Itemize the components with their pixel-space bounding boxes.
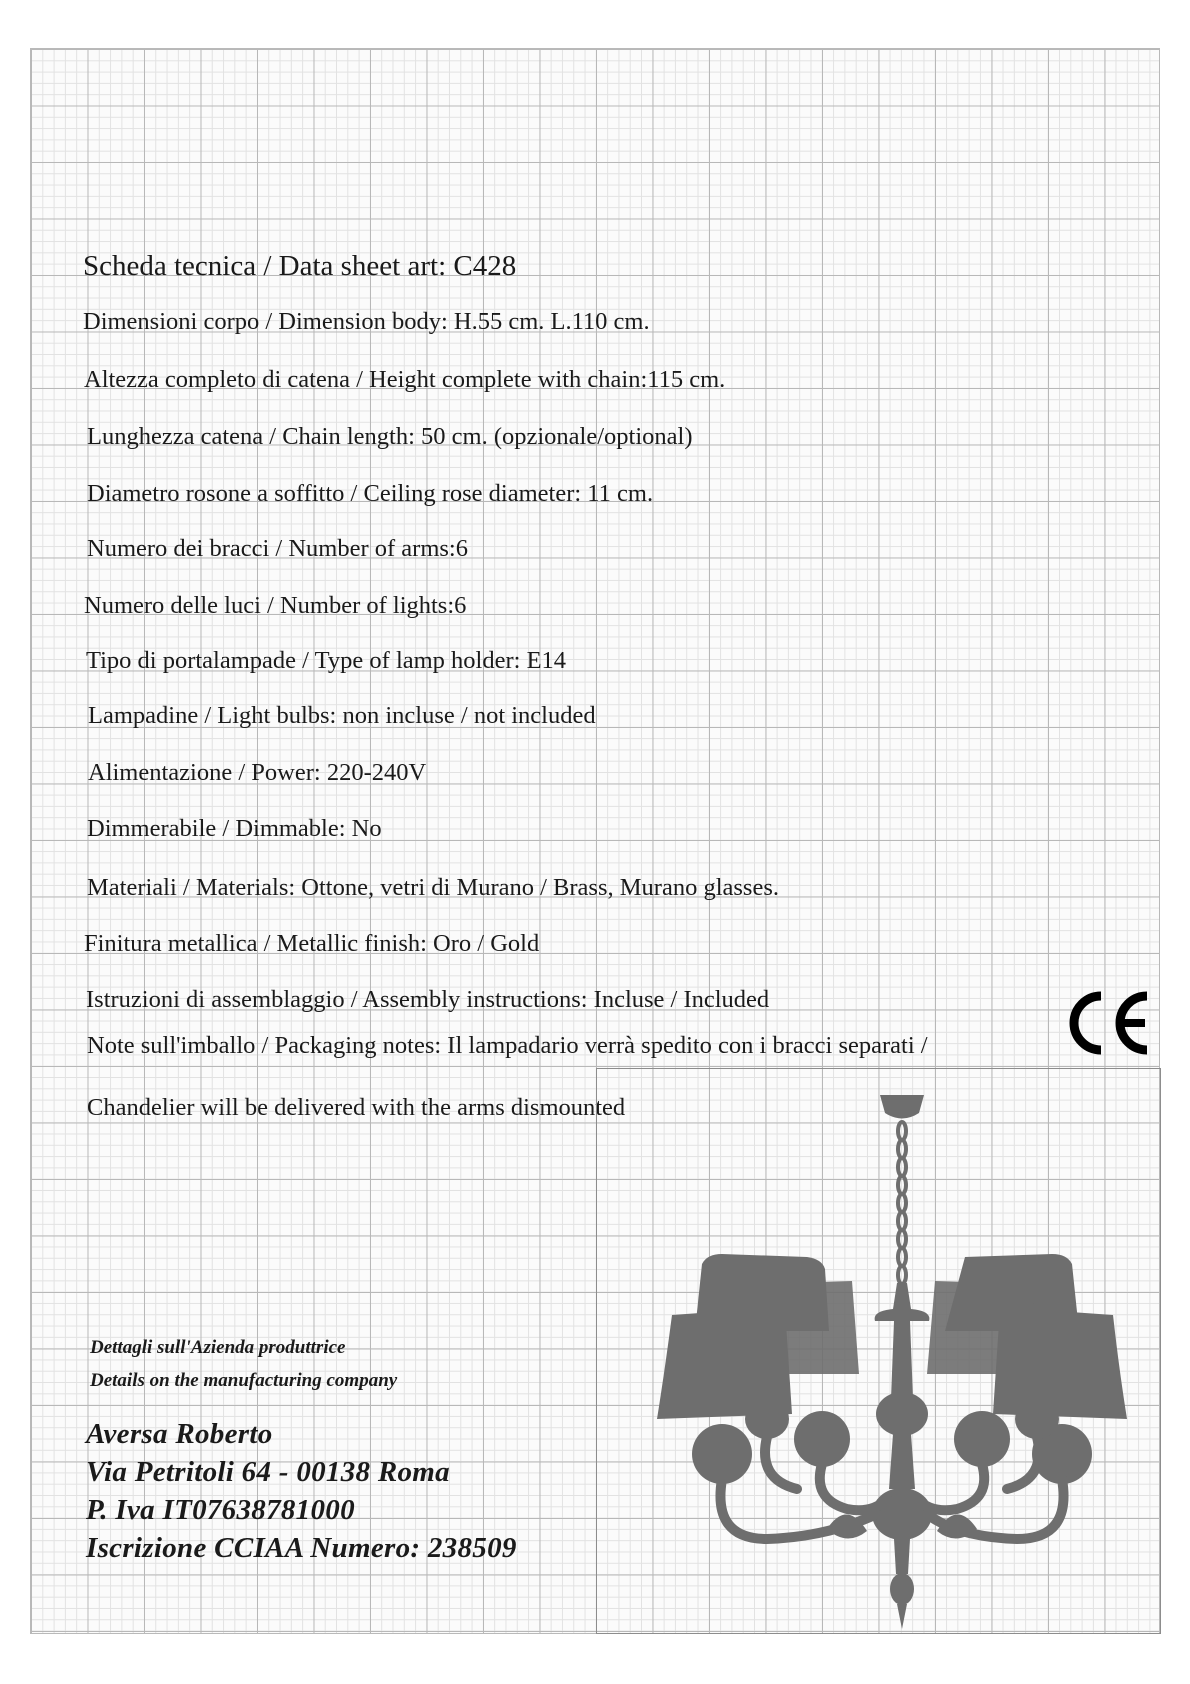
manufacturer-address: Via Petritoli 64 - 00138 Roma [86,1456,450,1488]
spec-height-with-chain: Altezza completo di catena / Height complete with chain:115 cm. [84,366,726,393]
manufacturer-vat: P. Iva IT07638781000 [86,1494,355,1526]
spec-lights: Numero delle luci / Number of lights:6 [84,592,467,619]
chandelier-image [596,1068,1161,1634]
spec-packaging-notes: Note sull'imballo / Packaging notes: Il lampadario verrà spedito con i bracci separati / [87,1032,928,1059]
ce-mark-icon [1063,988,1153,1058]
manufacturer-registration: Iscrizione CCIAA Numero: 238509 [86,1532,517,1564]
spec-dimensions: Dimensioni corpo / Dimension body: H.55 cm. L.110 cm. [83,308,650,335]
spec-power: Alimentazione / Power: 220-240V [88,759,427,786]
spec-materials: Materiali / Materials: Ottone, vetri di Murano / Brass, Murano glasses. [87,874,779,901]
spec-arms: Numero dei bracci / Number of arms:6 [87,535,468,562]
chandelier-silhouette-icon [597,1069,1162,1635]
spec-ceiling-rose: Diametro rosone a soffitto / Ceiling rose diameter: 11 cm. [87,480,654,507]
spec-chain-length: Lunghezza catena / Chain length: 50 cm. (opzionale/optional) [87,423,693,450]
manufacturer-name: Aversa Roberto [86,1418,273,1450]
spec-dimmable: Dimmerabile / Dimmable: No [87,815,382,842]
manufacturer-heading-it: Dettagli sull'Azienda produttrice [90,1337,346,1358]
spec-finish: Finitura metallica / Metallic finish: Oro / Gold [84,930,540,957]
datasheet-title: Scheda tecnica / Data sheet art: C428 [83,250,517,282]
manufacturer-heading-en: Details on the manufacturing company [90,1370,398,1391]
spec-bulbs: Lampadine / Light bulbs: non incluse / not included [88,702,596,729]
spec-packaging-notes-en: Chandelier will be delivered with the arms dismounted [87,1094,626,1121]
spec-assembly: Istruzioni di assemblaggio / Assembly instructions: Incluse / Included [86,986,770,1013]
spec-lamp-holder: Tipo di portalampade / Type of lamp holder: E14 [86,647,567,674]
